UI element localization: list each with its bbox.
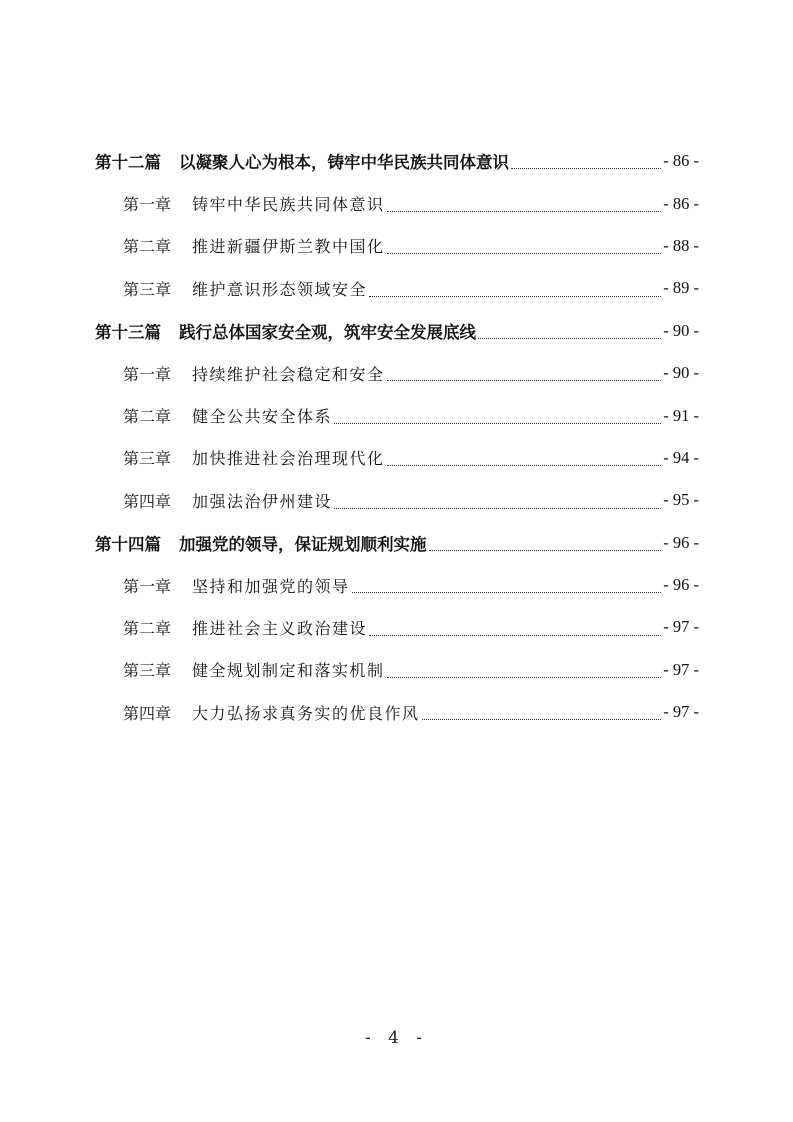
toc-entry-page: - 90 - — [663, 320, 699, 340]
toc-entry-number: 第三章 — [123, 449, 172, 469]
toc-entry-chapter[interactable] — [0, 437, 793, 479]
dot-leader — [422, 718, 662, 720]
toc-entry-chapter[interactable] — [0, 606, 793, 648]
page-number: - 4 - — [364, 1028, 429, 1048]
dot-leader — [369, 634, 661, 636]
dot-leader — [429, 549, 662, 551]
dot-leader — [387, 210, 662, 212]
toc-entry-chapter[interactable] — [0, 352, 793, 394]
toc-entry-title: 推进社会主义政治建设 — [192, 618, 368, 638]
toc-entry-page: - 89 - — [663, 278, 699, 298]
toc-entry-number: 第四章 — [123, 491, 172, 511]
dot-leader — [478, 337, 661, 339]
toc-entry-page: - 96 - — [663, 575, 699, 595]
toc-entry-page: - 91 - — [663, 405, 699, 425]
dot-leader — [334, 507, 661, 509]
toc-entry-page: - 97 - — [663, 659, 699, 679]
toc-entry-page: - 95 - — [663, 490, 699, 510]
toc-entry-number: 第十四篇 — [95, 534, 161, 554]
dot-leader — [511, 167, 661, 169]
toc-entry-part-13[interactable] — [0, 310, 793, 352]
toc-entry-page: - 90 - — [663, 363, 699, 383]
toc-entry-title: 加快推进社会治理现代化 — [192, 449, 385, 469]
toc-entry-title: 推进新疆伊斯兰教中国化 — [192, 237, 385, 257]
dot-leader — [387, 379, 662, 381]
toc-entry-page: - 97 - — [663, 702, 699, 722]
toc-entry-part-12[interactable] — [0, 140, 793, 182]
toc-entry-page: - 88 - — [663, 235, 699, 255]
toc-entry-number: 第二章 — [123, 237, 172, 257]
toc-entry-title: 加强法治伊州建设 — [192, 491, 333, 511]
toc-entry-number: 第一章 — [123, 195, 172, 215]
dot-leader — [334, 422, 661, 424]
toc-entry-chapter[interactable] — [0, 691, 793, 733]
toc-entry-chapter[interactable] — [0, 225, 793, 267]
dot-leader — [352, 591, 662, 593]
toc-entry-number: 第一章 — [123, 364, 172, 384]
toc-entry-page: - 97 - — [663, 617, 699, 637]
dot-leader — [387, 464, 662, 466]
toc-entry-chapter[interactable] — [0, 182, 793, 224]
toc-entry-title: 践行总体国家安全观，筑牢安全发展底线 — [179, 322, 476, 342]
dot-leader — [369, 295, 661, 297]
dot-leader — [387, 252, 662, 254]
toc-entry-chapter[interactable] — [0, 267, 793, 309]
toc-entry-page: - 86 - — [663, 193, 699, 213]
toc-entry-page: - 94 - — [663, 447, 699, 467]
toc-entry-number: 第十二篇 — [95, 153, 161, 173]
toc-entry-title: 铸牢中华民族共同体意识 — [192, 195, 385, 215]
table-of-contents — [0, 140, 793, 733]
toc-entry-chapter[interactable] — [0, 394, 793, 436]
toc-entry-chapter[interactable] — [0, 649, 793, 691]
toc-entry-title: 坚持和加强党的领导 — [192, 576, 350, 596]
toc-entry-part-14[interactable] — [0, 522, 793, 564]
toc-entry-title: 健全规划制定和落实机制 — [192, 661, 385, 681]
dot-leader — [387, 676, 662, 678]
toc-entry-title: 维护意识形态领域安全 — [192, 279, 368, 299]
toc-entry-title: 健全公共安全体系 — [192, 407, 333, 427]
toc-entry-title: 持续维护社会稳定和安全 — [192, 364, 385, 384]
toc-entry-number: 第十三篇 — [95, 322, 161, 342]
toc-entry-page: - 86 - — [663, 151, 699, 171]
toc-entry-number: 第三章 — [123, 661, 172, 681]
toc-entry-number: 第三章 — [123, 279, 172, 299]
toc-entry-title: 加强党的领导，保证规划顺利实施 — [179, 534, 427, 554]
toc-entry-page: - 96 - — [663, 532, 699, 552]
toc-entry-number: 第二章 — [123, 618, 172, 638]
toc-entry-chapter[interactable] — [0, 564, 793, 606]
toc-entry-number: 第四章 — [123, 703, 172, 723]
toc-entry-title: 大力弘扬求真务实的优良作风 — [192, 703, 420, 723]
toc-entry-number: 第二章 — [123, 407, 172, 427]
toc-entry-chapter[interactable] — [0, 479, 793, 521]
toc-entry-number: 第一章 — [123, 576, 172, 596]
toc-entry-title: 以凝聚人心为根本，铸牢中华民族共同体意识 — [179, 153, 509, 173]
